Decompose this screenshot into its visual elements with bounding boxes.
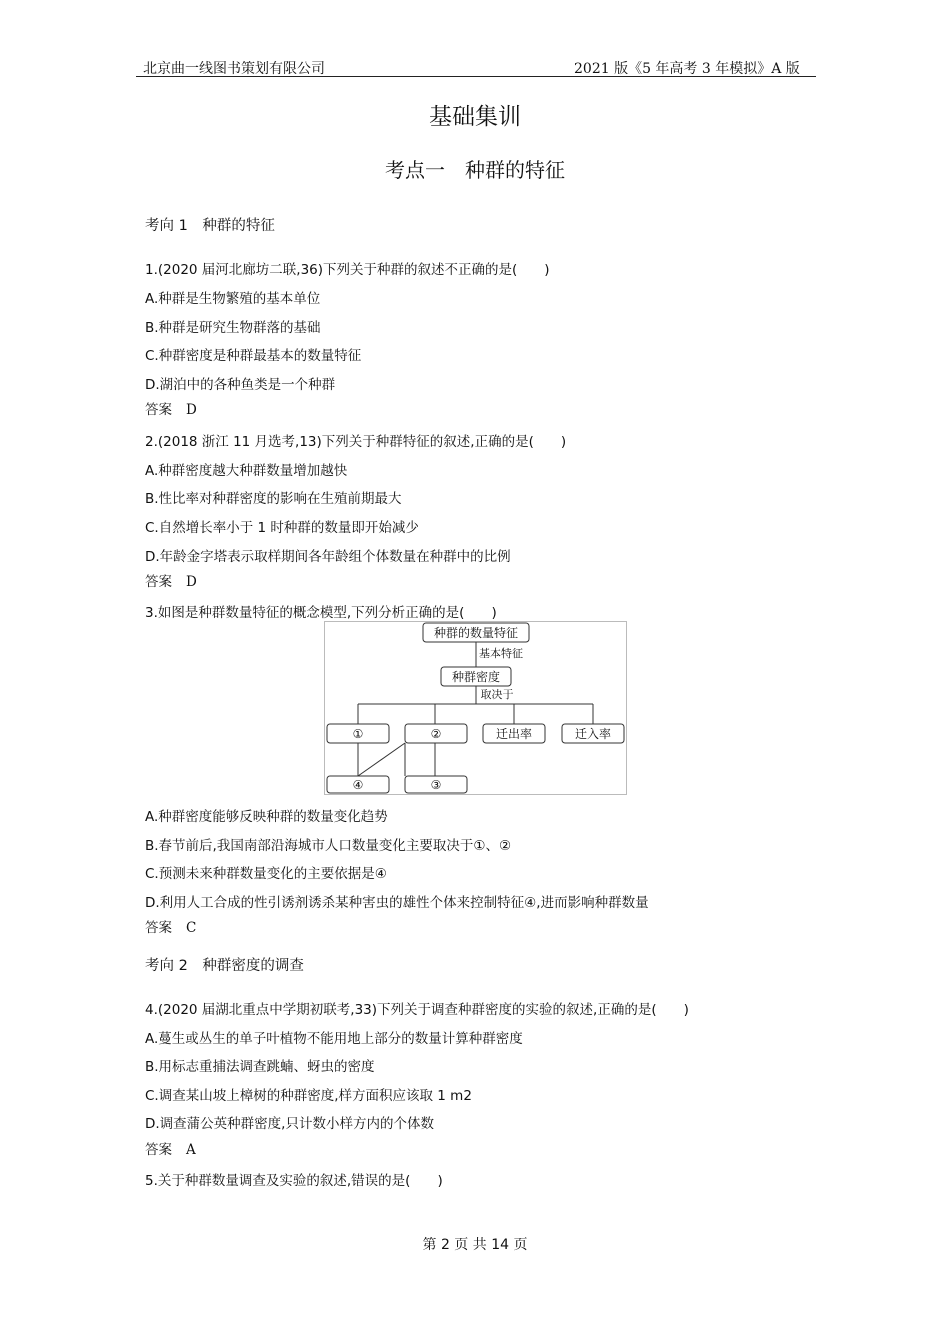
diagram-box-label: ② xyxy=(430,727,442,741)
diagram-edge-label: 取决于 xyxy=(480,688,514,701)
option-b: B.用标志重捕法调查跳蝻、蚜虫的密度 xyxy=(145,1059,375,1075)
page-header-left: 北京曲一线图书策划有限公司 xyxy=(143,61,325,77)
option-a: A.种群密度能够反映种群的数量变化趋势 xyxy=(145,809,388,825)
option-d: D.湖泊中的各种鱼类是一个种群 xyxy=(145,377,336,393)
answer-label: 答案 xyxy=(145,1142,172,1158)
page-title: 基础集训 xyxy=(429,104,521,130)
option-c: C.预测未来种群数量变化的主要依据是④ xyxy=(145,866,387,882)
answer-line xyxy=(145,916,196,936)
option-a: A.种群是生物繁殖的基本单位 xyxy=(145,291,321,307)
option-a: A.种群密度越大种群数量增加越快 xyxy=(145,463,348,479)
option-c: C.自然增长率小于 1 时种群的数量即开始减少 xyxy=(145,520,419,536)
answer-label: 答案 xyxy=(145,920,172,936)
diagram-box-label: 迁出率 xyxy=(495,727,533,741)
concept-model-diagram xyxy=(324,621,627,795)
answer-value: D xyxy=(186,574,197,590)
page-subtitle: 考点一 种群的特征 xyxy=(385,158,565,182)
answer-line xyxy=(145,398,197,418)
option-c: C.种群密度是种群最基本的数量特征 xyxy=(145,348,362,364)
diagram-bottom-label: ④ xyxy=(352,778,364,792)
question-stem: 2.(2018 浙江 11 月选考,13)下列关于种群特征的叙述,正确的是( ) xyxy=(145,434,567,450)
option-d: D.年龄金字塔表示取样期间各年龄组个体数量在种群中的比例 xyxy=(145,549,511,565)
question-stem: 1.(2020 届河北廊坊二联,36)下列关于种群的叙述不正确的是( ) xyxy=(145,262,550,278)
section-heading: 考向 2 种群密度的调查 xyxy=(145,958,304,974)
answer-value: C xyxy=(186,920,197,936)
answer-value: D xyxy=(186,402,197,418)
diagram-box-label: 迁入率 xyxy=(574,727,612,741)
diagram-bottom-label: ③ xyxy=(430,778,442,792)
question-stem: 5.关于种群数量调查及实验的叙述,错误的是( ) xyxy=(145,1173,443,1189)
answer-label: 答案 xyxy=(145,402,172,418)
option-a: A.蔓生或丛生的单子叶植物不能用地上部分的数量计算种群密度 xyxy=(145,1031,523,1047)
question-stem: 4.(2020 届湖北重点中学期初联考,33)下列关于调查种群密度的实验的叙述,正确的是( ) xyxy=(145,1002,689,1018)
diagram-top-label: 种群的数量特征 xyxy=(433,626,519,640)
diagram-edge-label: 基本特征 xyxy=(479,647,523,660)
header-rule xyxy=(136,76,816,77)
question-stem: 3.如图是种群数量特征的概念模型,下列分析正确的是( ) xyxy=(145,605,497,621)
section-heading: 考向 1 种群的特征 xyxy=(145,218,275,234)
answer-line xyxy=(145,570,197,590)
diagram-middle-label: 种群密度 xyxy=(451,670,501,684)
answer-value: A xyxy=(186,1142,196,1158)
answer-label: 答案 xyxy=(145,574,172,590)
answer-line xyxy=(145,1138,196,1158)
option-b: B.性比率对种群密度的影响在生殖前期最大 xyxy=(145,491,402,507)
page-header-right: 2021 版《5 年高考 3 年模拟》A 版 xyxy=(574,61,800,77)
diagram-box-label: ① xyxy=(352,727,364,741)
option-c: C.调查某山坡上樟树的种群密度,样方面积应该取 1 m2 xyxy=(145,1088,472,1104)
option-b: B.春节前后,我国南部沿海城市人口数量变化主要取决于①、② xyxy=(145,838,512,854)
option-d: D.利用人工合成的性引诱剂诱杀某种害虫的雄性个体来控制特征④,进而影响种群数量 xyxy=(145,895,649,911)
option-d: D.调查蒲公英种群密度,只计数小样方内的个体数 xyxy=(145,1116,434,1132)
option-b: B.种群是研究生物群落的基础 xyxy=(145,320,321,336)
page-footer: 第 2 页 共 14 页 xyxy=(422,1237,528,1253)
